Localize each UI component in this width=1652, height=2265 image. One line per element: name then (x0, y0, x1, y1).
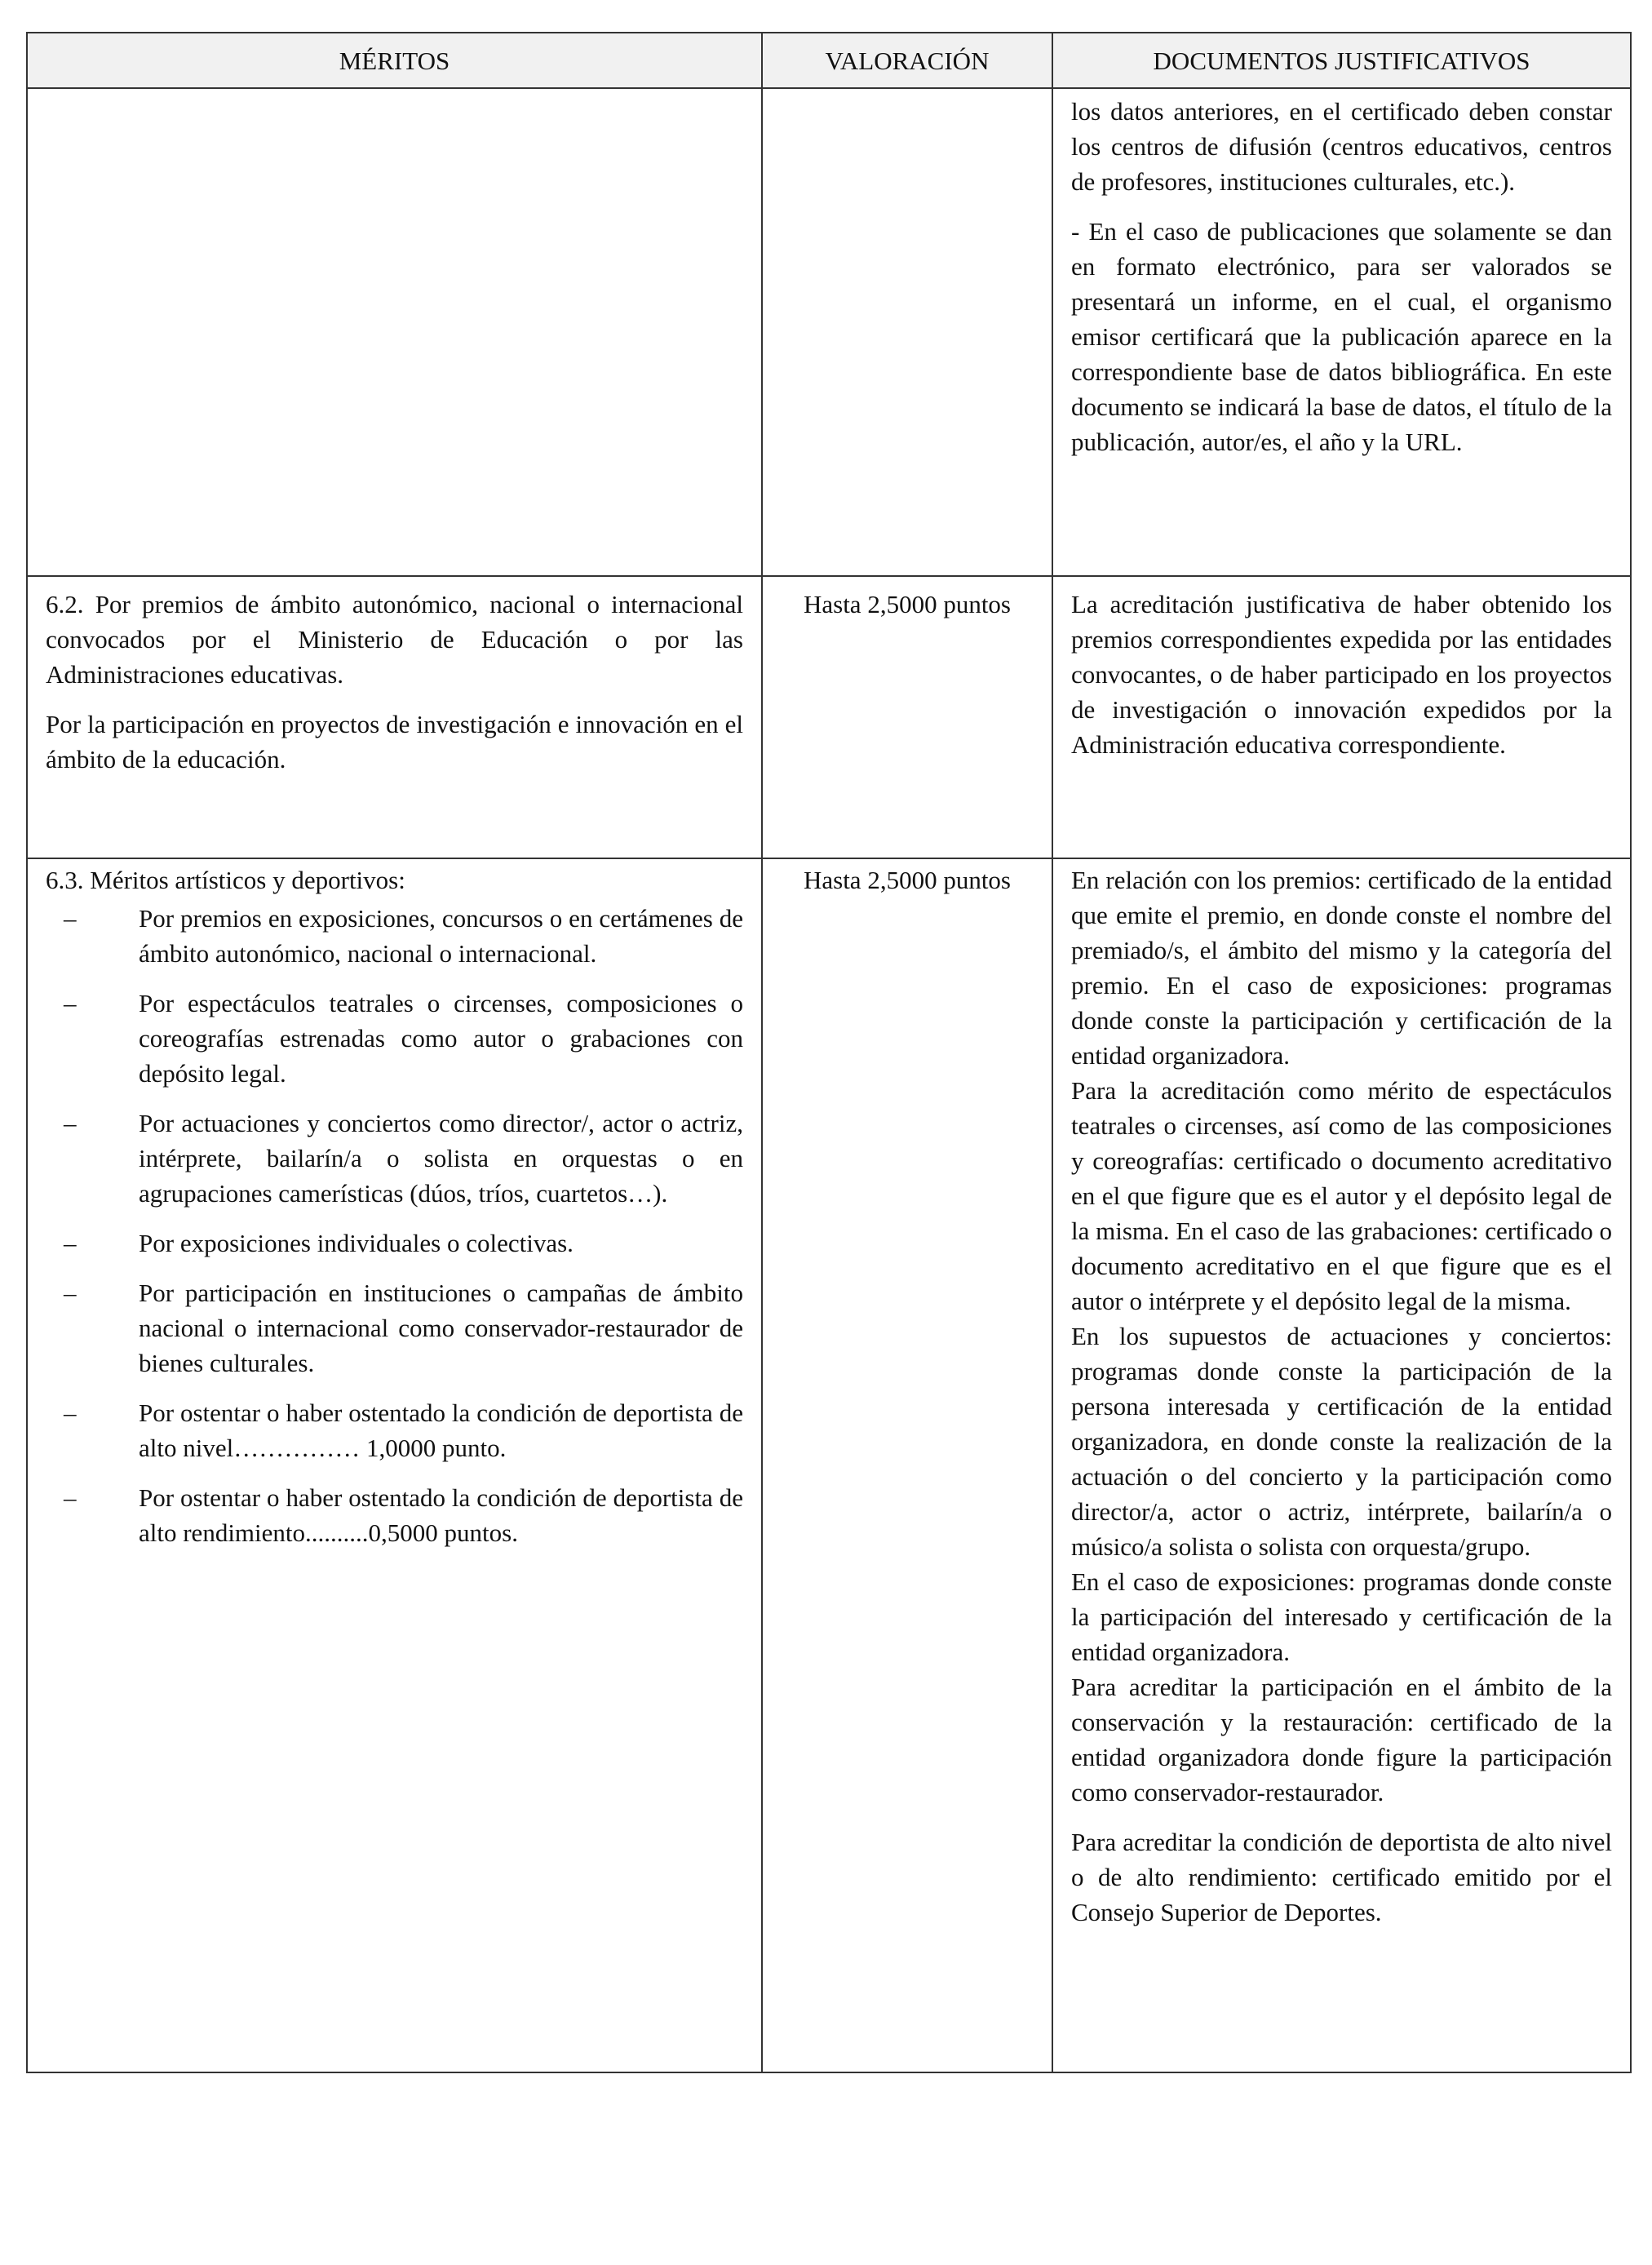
table-row (27, 88, 1631, 576)
dash-bullet: – (64, 904, 77, 933)
doc-paragraph: La acreditación justificativa de haber obtenido los premios correspondientes expedida por las entidades convocantes, o de haber participado en los proyectos de investigación o innovación expedidos por la Administración educativa correspondiente. (1071, 590, 1612, 759)
list-item (46, 1480, 743, 1550)
list-item (46, 901, 743, 971)
list-item-text: Por espectáculos teatrales o circenses, composiciones o coreografías estrenadas como autor o grabaciones con depósito legal. (139, 989, 743, 1088)
valoracion-cell: Hasta 2,5000 puntos (762, 858, 1052, 2072)
dash-bullet: – (64, 1229, 77, 1257)
documentos-cell (1052, 88, 1631, 576)
documentos-cell (1052, 858, 1631, 2072)
list-item (46, 1226, 743, 1261)
list-item (46, 1395, 743, 1465)
doc-paragraph: En relación con los premios: certificado de la entidad que emite el premio, en donde conste el nombre del premiado/s, el ámbito del mismo y la categoría del premio. En el caso de exposiciones: programas donde conste la participación y certificación de la entidad organizadora. (1071, 866, 1612, 1070)
header-meritos: MÉRITOS (27, 33, 762, 88)
header-documentos: DOCUMENTOS JUSTIFICATIVOS (1052, 33, 1631, 88)
dash-bullet: – (64, 1279, 77, 1307)
doc-paragraph: - En el caso de publicaciones que solamente se dan en formato electrónico, para ser valorados se presentará un informe, en el cual, el organismo emisor certificará que la publicación aparece en la correspondiente base de datos bibliográfica. En este documento se indicará la base de datos, el título de la publicación, autor/es, el año y la URL. (1071, 217, 1612, 456)
dash-bullet: – (64, 1398, 77, 1427)
documentos-cell (1052, 576, 1631, 858)
valoracion-cell: Hasta 2,5000 puntos (762, 576, 1052, 858)
dash-bullet: – (64, 1109, 77, 1137)
valoracion-cell (762, 88, 1052, 576)
meritos-cell (27, 858, 762, 2072)
merit-list (46, 901, 743, 1550)
merit-title: 6.3. Méritos artísticos y deportivos: (46, 866, 405, 894)
table-row (27, 858, 1631, 2072)
list-item-text: Por participación en instituciones o campañas de ámbito nacional o internacional como conservador-restaurador de bienes culturales. (139, 1279, 743, 1377)
list-item-text: Por ostentar o haber ostentado la condición de deportista de alto rendimiento..........0,5000 puntos. (139, 1483, 743, 1547)
list-item-text: Por ostentar o haber ostentado la condición de deportista de alto nivel…………… 1,0000 punto. (139, 1398, 743, 1462)
list-item (46, 986, 743, 1091)
dash-bullet: – (64, 1483, 77, 1512)
meritos-cell (27, 88, 762, 576)
list-item (46, 1275, 743, 1381)
list-item-text: Por premios en exposiciones, concursos o en certámenes de ámbito autonómico, nacional o internacional. (139, 904, 743, 968)
table-row (27, 576, 1631, 858)
doc-paragraph: Para la acreditación como mérito de espectáculos teatrales o circenses, así como de las composiciones y coreografías: certificado o documento acreditativo en el que figure que es el autor y el depósito legal de la misma. En el caso de las grabaciones: certificado o documento acreditativo en el que figure que es el autor o intérprete y el depósito legal de la misma. (1071, 1076, 1612, 1315)
doc-paragraph: Para acreditar la participación en el ámbito de la conservación y la restauración: certificado de la entidad organizadora donde figure la participación como conservador-restaurador. (1071, 1673, 1612, 1806)
merit-paragraph: Por la participación en proyectos de investigación e innovación en el ámbito de la educación. (46, 710, 743, 773)
dash-bullet: – (64, 989, 77, 1017)
merit-paragraph: 6.2. Por premios de ámbito autonómico, nacional o internacional convocados por el Ministerio de Educación o por las Administraciones educativas. (46, 590, 743, 689)
header-valoracion: VALORACIÓN (762, 33, 1052, 88)
doc-paragraph: Para acreditar la condición de deportista de alto nivel o de alto rendimiento: certificado emitido por el Consejo Superior de Deportes. (1071, 1828, 1612, 1926)
merits-table (26, 32, 1632, 2073)
header-row (27, 33, 1631, 88)
list-item-text: Por exposiciones individuales o colectivas. (139, 1229, 574, 1257)
list-item (46, 1106, 743, 1211)
doc-paragraph: En los supuestos de actuaciones y conciertos: programas donde conste la participación de la persona interesada y certificación de la entidad organizadora, en donde conste la realización de la actuación o del concierto y la participación como director/a, actor o actriz, intérprete, bailarín/a o músico/a solista o solista con orquesta/grupo. (1071, 1322, 1612, 1561)
meritos-cell (27, 576, 762, 858)
doc-paragraph: En el caso de exposiciones: programas donde conste la participación del interesado y certificación de la entidad organizadora. (1071, 1567, 1612, 1666)
list-item-text: Por actuaciones y conciertos como director/, actor o actriz, intérprete, bailarín/a o solista en orquestas o en agrupaciones camerísticas (dúos, tríos, cuartetos…). (139, 1109, 743, 1208)
doc-paragraph: los datos anteriores, en el certificado deben constar los centros de difusión (centros educativos, centros de profesores, instituciones culturales, etc.). (1071, 97, 1612, 196)
